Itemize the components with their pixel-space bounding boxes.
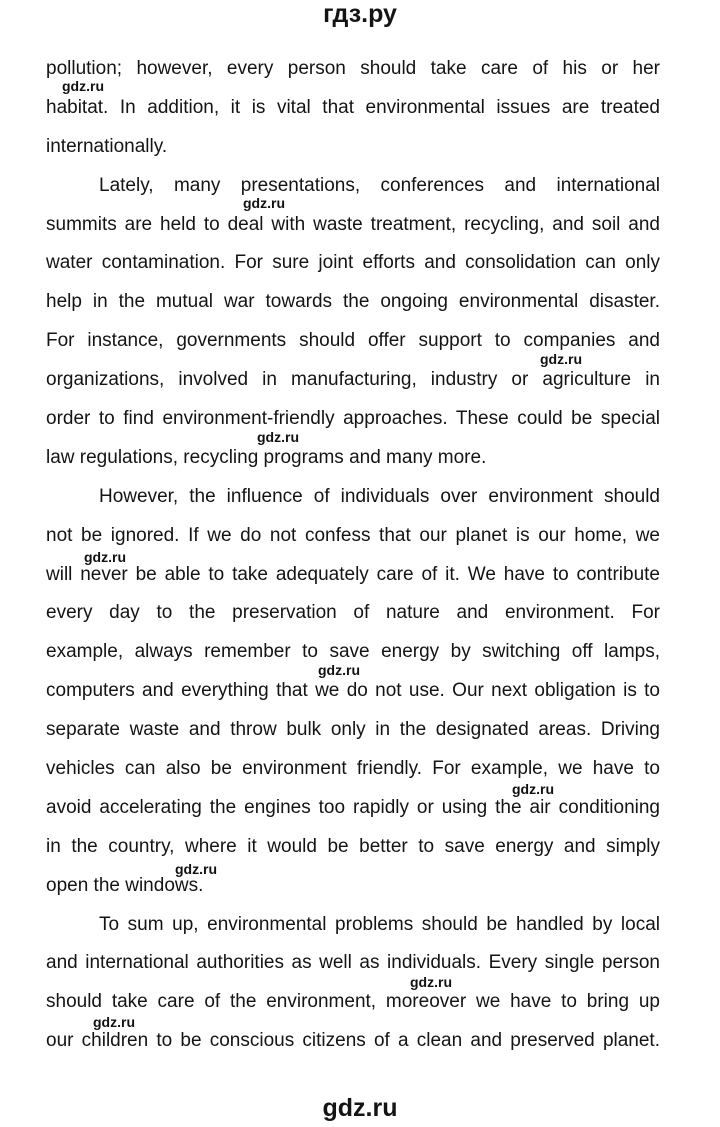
text-line: help in the mutual war towards the ongoing environmental disaster. [46,291,660,313]
text-line: should take care of the environment, moreover we have to bring up [46,991,660,1013]
page-footer-site: gdz.ru [322,1094,398,1122]
page-header-title: гдз.ру [323,0,397,28]
watermark: gdz.ru [512,781,554,797]
watermark: gdz.ru [257,429,299,445]
text-line: law regulations, recycling programs and many more. [46,446,487,468]
text-line: in the country, where it would be better to save energy and simply [46,835,660,857]
text-line: open the windows. [46,874,204,896]
text-line: water contamination. For sure joint efforts and consolidation can only [46,252,660,274]
text-line: internationally. [46,135,168,157]
text-line: summits are held to deal with waste treatment, recycling, and soil and [46,213,660,235]
text-line: our children to be conscious citizens of a clean and preserved planet. [46,1030,660,1052]
watermark: gdz.ru [410,974,452,990]
text-line: For instance, governments should offer support to companies and [46,330,660,352]
essay-text [46,50,660,1061]
watermark: gdz.ru [62,78,104,94]
watermark: gdz.ru [175,861,217,877]
text-line: will never be able to take adequately care of it. We have to contribute [46,563,660,585]
text-line: vehicles can also be environment friendly. For example, we have to [46,758,660,780]
watermark: gdz.ru [243,195,285,211]
text-line: example, always remember to save energy by switching off lamps, [46,641,660,663]
text-line: separate waste and throw bulk only in the designated areas. Driving [46,719,660,741]
text-line: every day to the preservation of nature and environment. For [46,602,660,624]
text-line: However, the influence of individuals over environment should [99,485,660,507]
watermark: gdz.ru [318,662,360,678]
text-line: order to find environment-friendly approaches. These could be special [46,408,660,430]
text-line: pollution; however, every person should take care of his or her [46,58,660,79]
text-line: habitat. In addition, it is vital that environmental issues are treated [46,96,660,118]
text-line: organizations, involved in manufacturing, industry or agriculture in [46,369,660,391]
text-line: not be ignored. If we do not confess that our planet is our home, we [46,524,660,546]
watermark: gdz.ru [84,549,126,565]
watermark: gdz.ru [93,1014,135,1030]
text-line: avoid accelerating the engines too rapidly or using the air conditioning [46,796,660,818]
text-line: Lately, many presentations, conferences and international [99,174,660,196]
text-line: and international authorities as well as individuals. Every single person [46,952,660,974]
text-line: To sum up, environmental problems should be handled by local [99,913,660,935]
watermark: gdz.ru [540,351,582,367]
text-line: computers and everything that we do not use. Our next obligation is to [46,680,660,702]
